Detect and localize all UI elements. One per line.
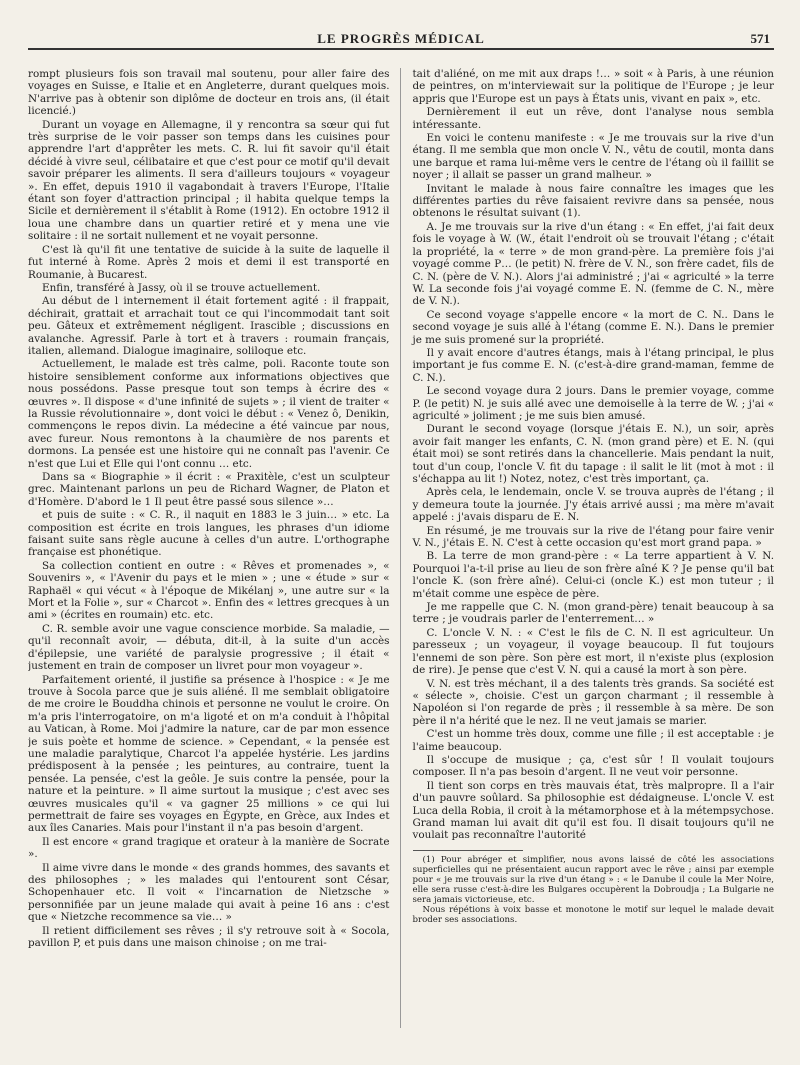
right-column-body (413, 68, 775, 842)
paragraph: Dans sa « Biographie » il écrit : « Praxitèle, c'est un sculpteur grec. Maintenant parlons un peu de Richard Wagner, de Platon et d'Homère. D'abord le 1 Il peut être passé sous silence »… (28, 471, 390, 508)
paragraph: Il est encore « grand tragique et orateur à la manière de Socrate ». (28, 835, 390, 861)
paragraph: C'est un homme très doux, comme une fille ; il est acceptable : je l'aime beaucoup. (412, 728, 774, 753)
paragraph: tait d'aliéné, on me mit aux draps !… » soit « à Paris, à une réunion de peintres, on m'interviewait sur la politique de l'Europe ; je leur appris que l'Europe est un pays à États unis, vivant en paix », etc. (412, 68, 774, 105)
paragraph: C'est là qu'il fit une tentative de suicide à la suite de laquelle il fut interné à Rome. Après 2 mois et demi il est transporté en Roumanie, à Bucarest. (28, 243, 390, 281)
paragraph: Durant le second voyage (lorsque j'étais E. N.), un soir, après avoir fait manger les enfants, C. N. (mon grand père) et E. N. (qui était moi) se sont retirés dans la chancellerie. Mais pendant la nuit, tout d'un coup, l'oncle V. fit du tapage : il salit le lit (mot à mot : il s'échappa au lit !) Notez, notez, c'est très important, ça. (412, 423, 774, 485)
footnotes (413, 855, 775, 925)
paragraph: Au début de l internement il était fortement agité : il frappait, déchirait, grattait et arrachait tout ce qui l'incommodait tant soit peu. Gâteux et extrêmement négligent. Irascible ; discussions en avalanche. Agressif. Parle à tort et à travers : roumain français, italien, allemand. Dialogue imaginaire, soliloque etc. (28, 295, 390, 357)
paragraph: Après cela, le lendemain, oncle V. se trouva auprès de l'étang ; il y demeura toute la journée. J'y étais arrivé aussi ; ma mère m'avait appelé : j'avais disparu de E. N. (412, 486, 774, 524)
paragraph: Ce second voyage s'appelle encore « la mort de C. N.. Dans le second voyage je suis allé à l'étang (comme E. N.). Dans le premier je me suis promené sur la propriété. (412, 308, 774, 346)
paragraph: Il tient son corps en très mauvais état, très malpropre. Il a l'air d'un pauvre soûlard. Sa philosophie est dédaigneuse. L'oncle V. est Luca della Robia, il croit à la métamorphose et à la métempsychose. Grand maman lui avait dit qu'il est fou. Il disait toujours qu'il ne voulait pas reconnaître l'autorité (412, 779, 774, 842)
paragraph: En voici le contenu manifeste : « Je me trouvais sur la rive d'un étang. Il me sembla que mon oncle V. N., vêtu de coutil, monta dans une barque et rama lui-même vers le centre de l'étang où il faillit se noyer ; il allait se passer un grand malheur. » (412, 132, 774, 182)
paragraph: Je me rappelle que C. N. (mon grand-père) tenait beaucoup à sa terre ; je voudrais parler de l'enterrement… » (412, 601, 774, 626)
paragraph: Il s'occupe de musique ; ça, c'est sûr ! Il voulait toujours composer. Il n'a pas besoin d'argent. Il ne veut voir personne. (412, 753, 774, 779)
footnote: Nous répétions à voix basse et monotone le motif sur lequel le malade devait broder ses associations. (412, 904, 774, 925)
paragraph: Invitant le malade à nous faire connaître les images que les différentes parties du rêve faisaient revivre dans sa pensée, nous obtenons le résultat suivant (1). (412, 182, 774, 220)
running-header (28, 28, 774, 50)
paragraph: B. La terre de mon grand-père : « La terre appartient à V. N. Pourquoi l'a-t-il prise au lieu de son frère aîné K ? Je pense qu'il bat l'oncle K. (son frère aîné). Celui-ci (oncle K.) est mon tuteur ; il m'était comme une espèce de père. (412, 550, 774, 600)
paragraph: Durant un voyage en Allemagne, il y rencontra sa sœur qui fut très surprise de le voir passer son temps dans les cuisines pour apprendre l'art d'apprêter les mets. C. R. lui fit savoir qu'il était décidé à vivre seul, célibataire et que c'est pour ce motif qu'il devait savoir préparer les aliments. Il sera d'ailleurs toujours « voyageur ». En effet, depuis 1910 il vagabondait à travers l'Europe, l'Italie étant son foyer d'attraction principal ; il habita quelque temps la Sicile et dernièrement il s'établit à Rome (1912). En octobre 1912 il loua une chambre dans un quartier retiré et y mena une vie solitaire : il ne sortait nullement et ne voyait personne. (28, 118, 390, 243)
right-column (400, 68, 775, 1028)
paragraph: Le second voyage dura 2 jours. Dans le premier voyage, comme P. (le petit) N. je suis allé avec une demoiselle à la terre de W. ; j'ai « agriculté » joliment ; je me suis bien amusé. (412, 385, 774, 422)
paragraph: C. R. semble avoir une vague conscience morbide. Sa maladie, — qu'il reconnaît avoir, — débuta, dit-il, à la suite d'un accès d'épilepsie, une variété de paralysie progressive ; il était « justement en train de composer un livret pour mon voyageur ». (28, 622, 390, 673)
paragraph: Il retient difficilement ses rêves ; il s'y retrouve soit à « Socola, pavillon P, et puis dans une maison chinoise ; on me trai- (28, 924, 390, 950)
paragraph: Enfin, transféré à Jassy, où il se trouve actuellement. (42, 281, 321, 294)
paragraph: Il aime vivre dans le monde « des grands hommes, des savants et des philosophes ; » les malades qui l'entourent sont César, Schopenhauer etc. Il voit « l'incarnation de Nietzsche » personnifiée par un jeune malade qui avait à peine 16 ans : c'est que « Nietzche recommence sa vie… » (28, 861, 390, 924)
footnote-rule (413, 850, 523, 851)
journal-title: LE PROGRÈS MÉDICAL (317, 31, 485, 46)
page-number: 571 (750, 31, 770, 46)
text-columns (28, 68, 774, 1028)
left-column (28, 68, 400, 1028)
paragraph: A. Je me trouvais sur la rive d'un étang : « En effet, j'ai fait deux fois le voyage à W. (W., était l'endroit où se trouvait l'étang ; c'était la propriété, la « terre » de mon grand-père. La première fois j'ai voyagé comme P… (le petit) N. frère de V. N., son frère cadet, fils de C. N. (père de V. N.). Alors j'ai administré ; j'ai « agriculté » la terre W. La seconde fois j'ai voyagé comme E. N. (femme de C. N., mère de V. N.). (412, 220, 774, 308)
paragraph: Dernièrement il eut un rêve, dont l'analyse nous sembla intéressante. (412, 106, 774, 131)
paragraph: En résumé, je me trouvais sur la rive de l'étang pour faire venir V. N., j'étais E. N. C'est à cette occasion qu'est mort grand papa. » (412, 524, 774, 550)
paragraph: V. N. est très méchant, il a des talents très grands. Sa société est « sélecte », choisie. C'est un garçon charmant ; il ressemble à Napoléon si l'on regarde de près ; il ressemble à sa mère. De son père il n'a hérité que le nez. Il ne veut jamais se marier. (412, 677, 774, 727)
paragraph: Sa collection contient en outre : « Rêves et promenades », « Souvenirs », « l'Avenir du pays et le mien » ; une « étude » sur « Raphaël « qui vécut « à l'époque de Mikélanj », une autre sur « la Mort et la Folie », sur « Charcot ». Enfin des « lettres grecques à un ami » (écrites en roumain) etc. etc. (28, 559, 390, 622)
paragraph: Actuellement, le malade est très calme, poli. Raconte toute son histoire sensiblement conforme aux informations objectives que nous possédons. Passe presque tout son temps à écrire des « œuvres ». Il dispose « d'une infinité de sujets » ; il vient de traiter « la Russie révolutionnaire », dont voici le début : « Venez ô, Denikin, commençons le repos divin. La médecine a été vaincue par nous, avec fureur. Nous remontons à la chaumière de nos parents et dormons. La pensée est une histoire qui ne connaît pas l'avenir. Ce n'est que Lui et Elle qui l'ont connu … etc. (28, 358, 390, 470)
paragraph: Parfaitement orienté, il justifie sa présence à l'hospice : « Je me trouve à Socola parce que je suis aliéné. Il me semblait obligatoire de me croire le Bouddha chinois et personne ne voulut le croire. On m'a pris l'interrogatoire, on m'a ligoté et on m'a conduit à l'hôpital au Vatican, à Rome. Moi j'admire la nature, car de par mon essence je suis poète et homme de science. » Cependant, « la pensée est une maladie paralytique, Charcot l'a appelée hystérie. Les jardins prédisposent à la pensée ; les peintures, au contraire, tuent la pensée. La pensée, c'est la geôle. Je suis contre la pensée, pour la nature et la peinture. » Il aime surtout la musique ; c'est avec ses œuvres musicales qu'il « va gagner 25 millions » ce qui lui permettrait de faire ses voyages en Égypte, en Grèce, aux Indes et aux îles Canaries. Mais pour l'instant il n'a pas besoin d'argent. (28, 673, 390, 835)
paragraph: et puis de suite : « C. R., il naquit en 1883 le 3 juin… » etc. La composition est écrite en trois langues, les phrases d'un idiome faisant suite sans règle aucune à celles d'un autre. L'orthographe française est phonétique. (28, 509, 390, 559)
paragraph: Il y avait encore d'autres étangs, mais à l'étang principal, le plus important je fus comme E. N. (c'est-à-dire grand-maman, femme de C. N.). (412, 346, 774, 384)
paragraph: rompt plusieurs fois son travail mal soutenu, pour aller faire des voyages en Suisse, e Italie et en Angleterre, durant quelques mois. N'arrive pas à obtenir son diplôme de docteur en trois ans, (il était licencié.) (28, 68, 390, 118)
paragraph: C. L'oncle V. N. : « C'est le fils de C. N. Il est agriculteur. Un paresseux ; un voyageur, il voyage beaucoup. Il fut toujours l'ennemi de son père. Son père est mort, il n'existe plus (explosion de rire). Je pense que c'est V. N. qui a causé la mort à son père. (412, 626, 774, 677)
footnote: (1) Pour abréger et simplifier, nous avons laissé de côté les associations superficielles qui ne présentaient aucun rapport avec le rêve ; ainsi par exemple pour « je me trouvais sur la rive d'un étang » : « le Danube il coule la Mer Noire, elle sera russe c'est-à-dire les Bulgares occupèrent la Dobroudja ; La Bulgarie ne sera jamais victorieuse, etc. (412, 854, 774, 905)
